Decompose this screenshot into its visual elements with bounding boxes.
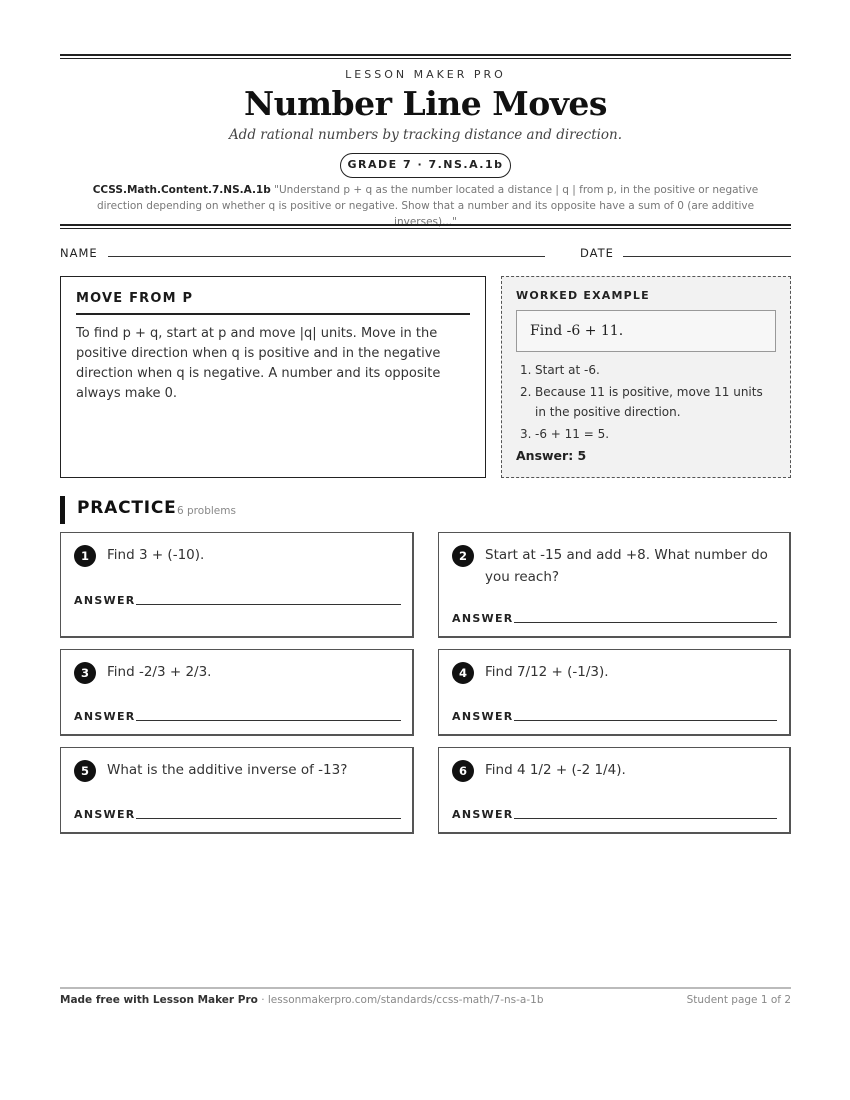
answer-label: ANSWER: [452, 710, 514, 723]
problem-question: Find 4 1/2 + (-2 1/4).: [485, 762, 626, 778]
answer-label: ANSWER: [74, 710, 136, 723]
practice-heading: PRACTICE: [77, 498, 177, 518]
standard-text: "Understand p + q as the number located a distance | q | from p, in the positive or negative direction depending on whether q is positive or negative. Show that a number and its opposite have a sum of 0 (are additive inverses)...": [96, 184, 759, 228]
example-question: Find -6 + 11.: [516, 310, 776, 352]
answer-field[interactable]: [514, 622, 777, 623]
problem-question: Find -2/3 + 2/3.: [107, 664, 212, 680]
standard-description: [80, 182, 771, 230]
standard-code: CCSS.Math.Content.7.NS.A.1b: [92, 184, 271, 196]
answer-label: ANSWER: [74, 808, 136, 821]
top-rule: [60, 54, 791, 56]
problem-card-1: [60, 532, 414, 638]
header-bottom-rule: [60, 224, 791, 226]
problem-card-2: [438, 532, 791, 638]
footer-page-number: Student page 1 of 2: [686, 994, 791, 1006]
example-answer: Answer: 5: [516, 448, 587, 463]
footer-rule: [60, 987, 791, 989]
problem-question: Start at -15 and add +8. What number do you reach?: [485, 547, 768, 585]
concept-body: To find p + q, start at p and move |q| units. Move in the positive direction when q is positive and in the negative direction when q is negative. A number and its opposite always make 0.: [76, 326, 441, 401]
example-steps: [516, 360, 776, 444]
problem-question: What is the additive inverse of -13?: [107, 762, 348, 778]
example-step: 3. -6 + 11 = 5.: [520, 427, 610, 441]
answer-label: ANSWER: [452, 612, 514, 625]
answer-field[interactable]: [136, 720, 401, 721]
worked-example-box: [501, 276, 791, 478]
answer-field[interactable]: [136, 604, 401, 605]
page-title: Number Line Moves: [243, 84, 608, 123]
practice-count: 6 problems: [177, 505, 236, 517]
problem-card-3: [60, 649, 414, 736]
answer-label: ANSWER: [452, 808, 514, 821]
answer-field[interactable]: [136, 818, 401, 819]
example-heading: WORKED EXAMPLE: [516, 289, 650, 302]
name-field[interactable]: [108, 256, 545, 257]
problem-card-4: [438, 649, 791, 736]
problem-number-badge: 3: [74, 662, 96, 684]
answer-field[interactable]: [514, 720, 777, 721]
date-label: DATE: [580, 246, 614, 260]
footer-url[interactable]: · lessonmakerpro.com/standards/ccss-math/7-ns-a-1b: [261, 994, 544, 1006]
name-label: NAME: [60, 246, 98, 260]
practice-accent-bar: [60, 496, 65, 524]
grade-badge: GRADE 7 · 7.NS.A.1b: [340, 153, 511, 178]
problem-question: Find 7/12 + (-1/3).: [485, 664, 609, 680]
problem-number-badge: 6: [452, 760, 474, 782]
answer-field[interactable]: [514, 818, 777, 819]
date-field[interactable]: [623, 256, 791, 257]
problem-number-badge: 4: [452, 662, 474, 684]
answer-label: ANSWER: [74, 594, 136, 607]
example-step: 1. Start at -6.: [520, 363, 600, 377]
worksheet-page: [60, 0, 791, 1100]
concept-heading: MOVE FROM P: [76, 291, 470, 315]
problem-number-badge: 5: [74, 760, 96, 782]
concept-box: [60, 276, 486, 478]
footer-made-with: Made free with Lesson Maker Pro: [60, 994, 258, 1006]
page-subtitle: Add rational numbers by tracking distance and direction.: [228, 127, 623, 143]
problem-number-badge: 2: [452, 545, 474, 567]
problem-number-badge: 1: [74, 545, 96, 567]
problem-card-6: [438, 747, 791, 834]
brand-name: LESSON MAKER PRO: [345, 68, 506, 81]
example-step: 2. Because 11 is positive, move 11 units in the positive direction.: [520, 385, 763, 419]
problem-question: Find 3 + (-10).: [107, 547, 205, 563]
problem-card-5: [60, 747, 414, 834]
footer-credit: [60, 994, 544, 1006]
